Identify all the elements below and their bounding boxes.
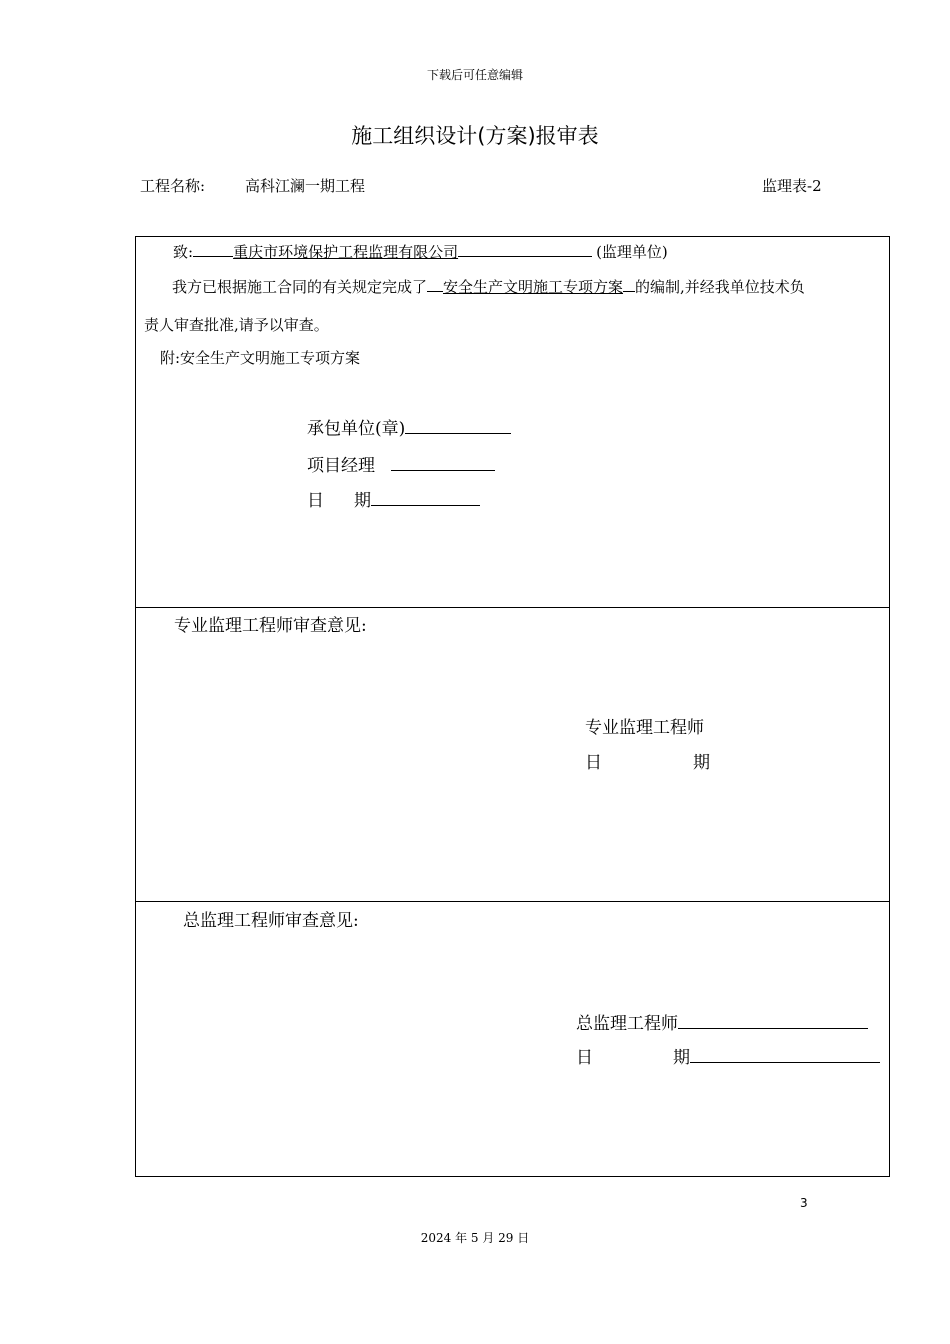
to-underline-lead xyxy=(193,241,233,257)
page-title: 施工组织设计(方案)报审表 xyxy=(351,124,599,148)
header-note: 下载后可任意编辑 xyxy=(426,68,523,82)
statement-line2: 责人审查批准,请予以审查。 xyxy=(144,316,329,334)
contractor-date-blank xyxy=(371,488,480,506)
professional-date-line xyxy=(585,748,710,773)
date-label-period: 期 xyxy=(673,1048,690,1068)
date-label-period: 期 xyxy=(693,753,710,773)
section-divider-1 xyxy=(136,607,889,608)
statement-part2: 的编制,并经我单位技术负 xyxy=(635,278,805,296)
review-form-table xyxy=(135,236,890,1177)
supervision-unit-suffix: (监理单位) xyxy=(596,243,668,261)
attachment-note: 附:安全生产文明施工专项方案 xyxy=(160,349,361,367)
contractor-signature-line xyxy=(307,414,511,439)
statement-part1: 我方已根据施工合同的有关规定完成了 xyxy=(172,278,428,296)
supervision-company: 重庆市环境保护工程监理有限公司 xyxy=(233,243,459,261)
professional-review-heading: 专业监理工程师审查意见: xyxy=(174,616,367,636)
contractor-label: 承包单位(章) xyxy=(307,419,406,439)
chief-date-line xyxy=(576,1043,880,1068)
to-underline-tail xyxy=(458,241,592,257)
date-label-day: 日 xyxy=(576,1048,593,1068)
section-divider-2 xyxy=(136,901,889,902)
project-name-label: 工程名称: xyxy=(140,177,206,195)
plan-name: 安全生产文明施工专项方案 xyxy=(443,278,624,296)
chief-review-heading: 总监理工程师审查意见: xyxy=(183,911,359,931)
chief-date-blank xyxy=(690,1045,880,1063)
chief-engineer-line xyxy=(576,1009,868,1034)
project-manager-blank xyxy=(391,453,495,471)
chief-engineer-blank xyxy=(678,1011,868,1029)
project-name: 高科江澜一期工程 xyxy=(245,177,366,195)
project-manager-label: 项目经理 xyxy=(307,456,375,476)
chief-engineer-label: 总监理工程师 xyxy=(576,1014,678,1034)
footer-date: 2024 年 5 月 29 日 xyxy=(420,1231,530,1245)
plan-underline-lead xyxy=(427,276,443,292)
date-label-day: 日 xyxy=(585,753,602,773)
addressee-line xyxy=(173,241,668,262)
date-label-period: 期 xyxy=(354,491,371,511)
project-manager-line xyxy=(307,451,495,476)
contractor-date-line xyxy=(307,486,480,511)
contractor-blank xyxy=(405,416,511,434)
to-label: 致: xyxy=(173,243,194,261)
date-label-day: 日 xyxy=(307,491,324,511)
submission-statement xyxy=(172,276,805,297)
plan-underline-tail xyxy=(623,276,635,292)
form-code: 监理表-2 xyxy=(762,177,822,195)
professional-engineer-label: 专业监理工程师 xyxy=(585,718,704,738)
page-number: 3 xyxy=(800,1196,808,1210)
